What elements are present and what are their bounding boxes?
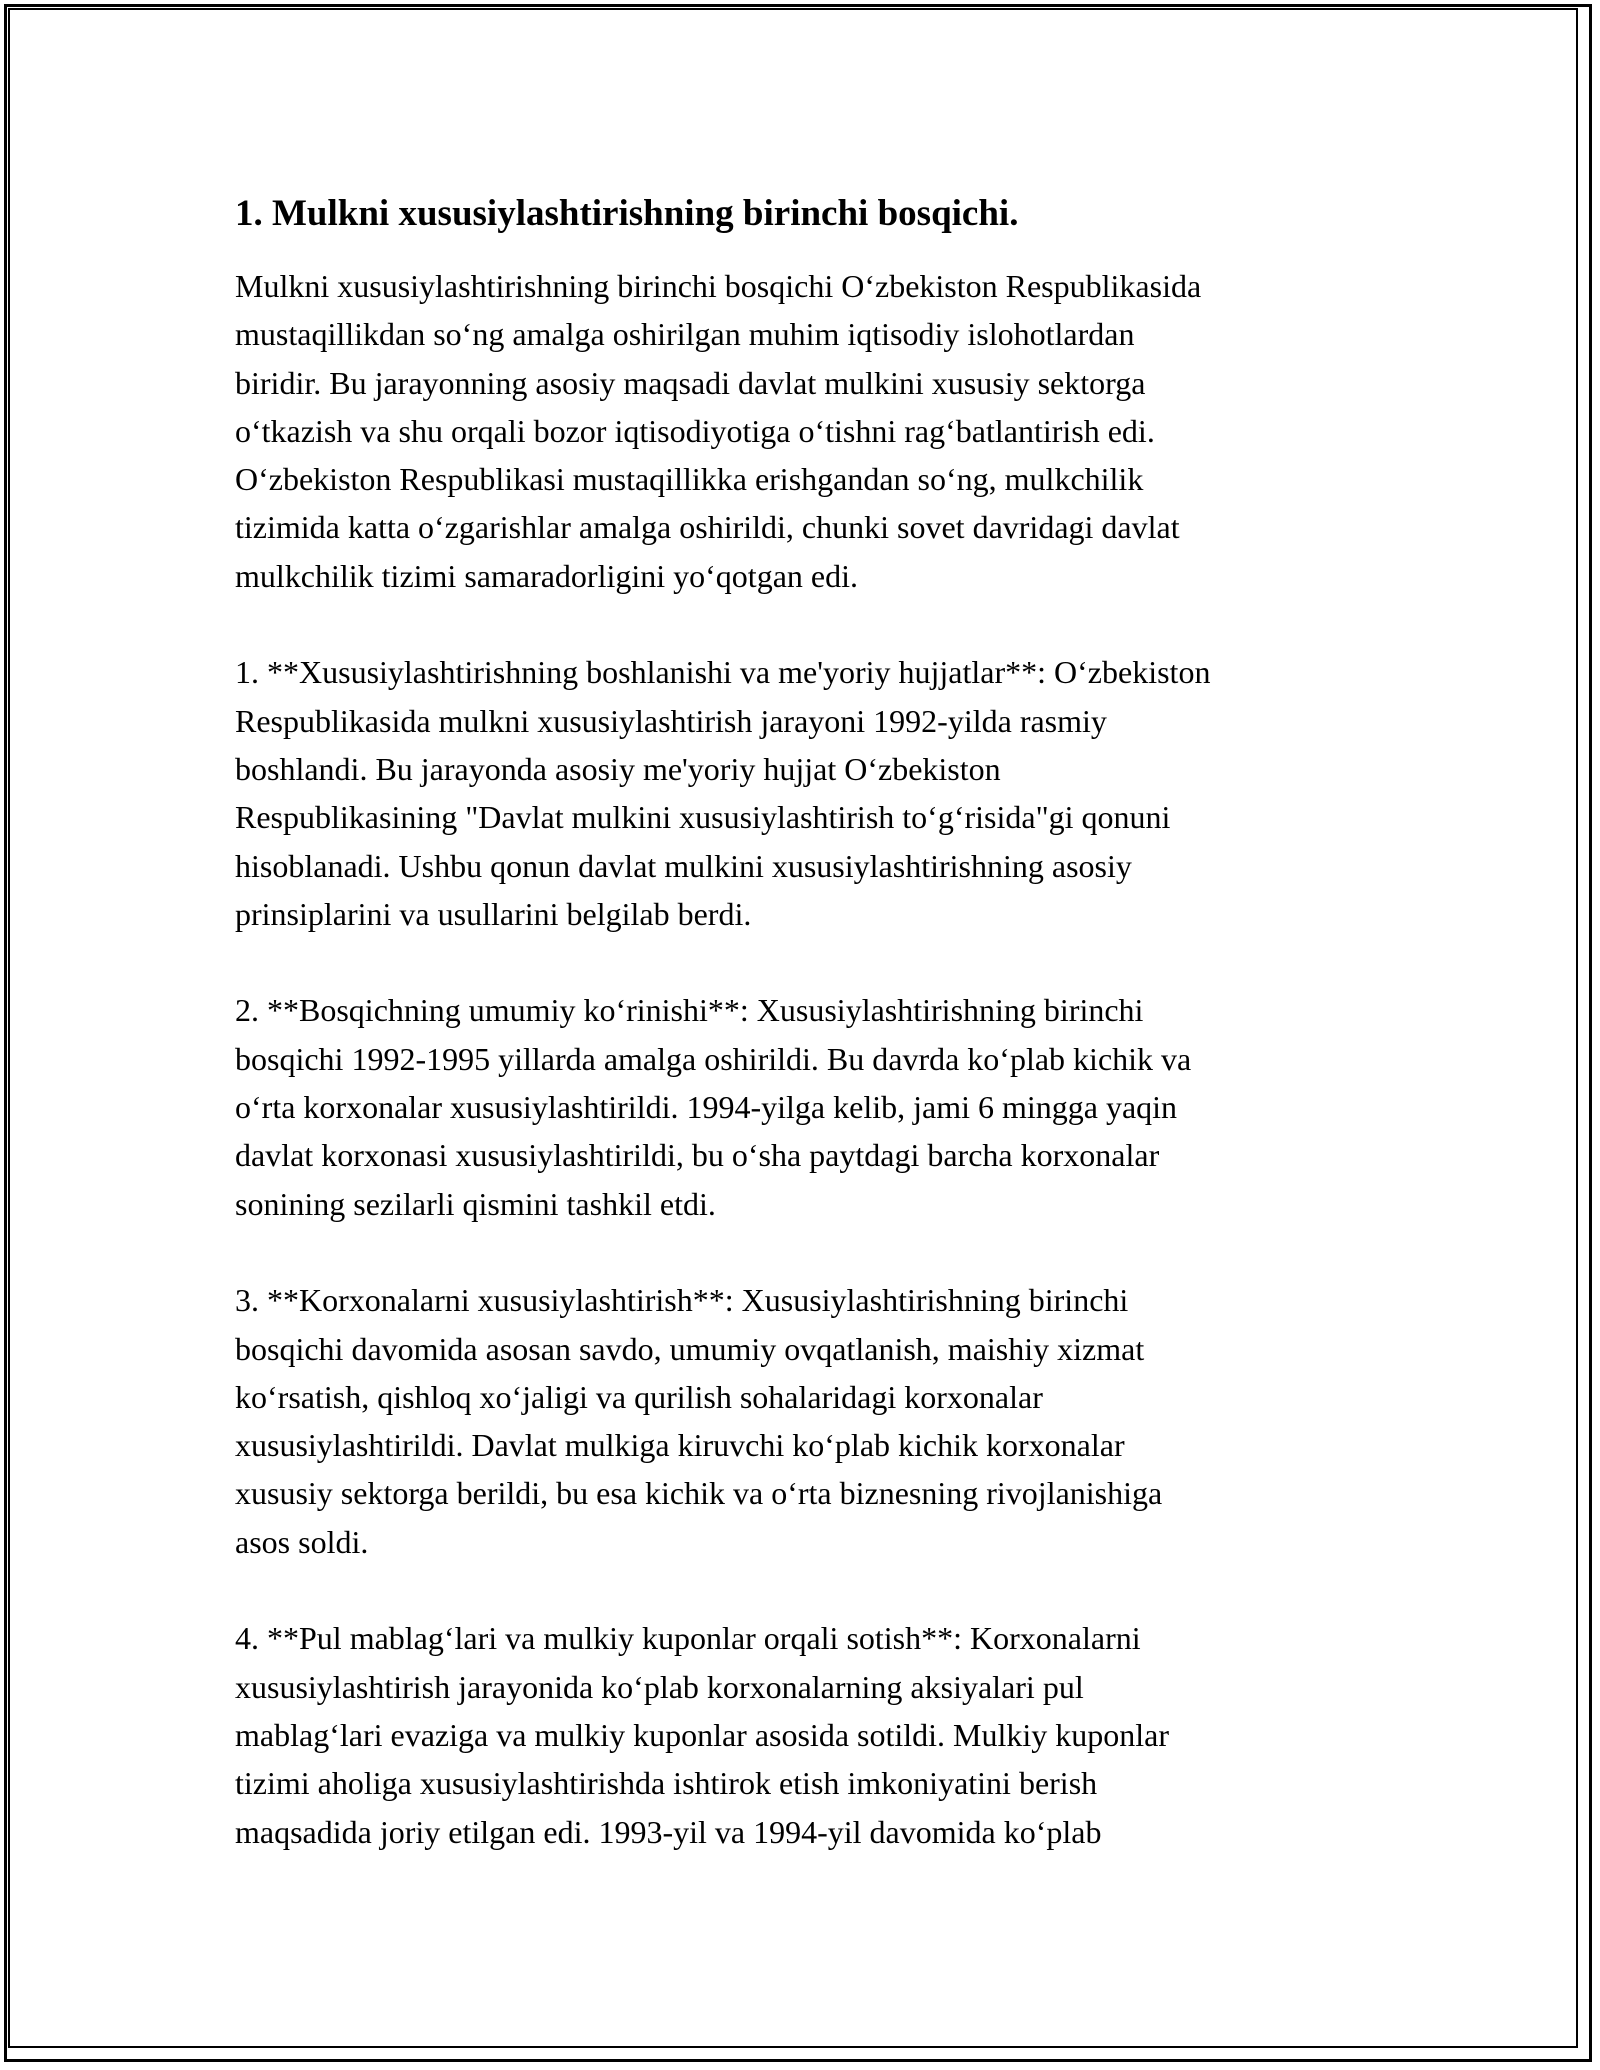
- paragraph-intro: [235, 262, 1375, 600]
- text-line: mustaqillikdan so‘ng amalga oshirilgan muhim iqtisodiy islohotlardan: [235, 316, 1135, 353]
- text-line: bosqichi 1992-1995 yillarda amalga oshirildi. Bu davrda ko‘plab kichik va: [235, 1040, 1192, 1077]
- text-line: xususiylashtirish jarayonida ko‘plab korxonalarning aksiyalari pul: [235, 1668, 1084, 1705]
- text-line: 2. **Bosqichning umumiy ko‘rinishi**: Xususiylashtirishning birinchi: [235, 992, 1144, 1029]
- text-line: biridir. Bu jarayonning asosiy maqsadi davlat mulkini xususiy sektorga: [235, 364, 1146, 401]
- text-line: prinsiplarini va usullarini belgilab berdi.: [235, 895, 752, 932]
- text-line: xususiy sektorga berildi, bu esa kichik va o‘rta biznesning rivojlanishiga: [235, 1475, 1163, 1512]
- text-line: Respublikasida mulkni xususiylashtirish jarayoni 1992-yilda rasmiy: [235, 702, 1107, 739]
- paragraph-item-1: [235, 648, 1375, 938]
- text-line: davlat korxonasi xususiylashtirildi, bu o‘sha paytdagi barcha korxonalar: [235, 1137, 1160, 1174]
- text-line: 4. **Pul mablag‘lari va mulkiy kuponlar orqali sotish**: Korxonalarni: [235, 1620, 1141, 1657]
- text-line: bosqichi davomida asosan savdo, umumiy ovqatlanish, maishiy xizmat: [235, 1330, 1145, 1367]
- text-line: ko‘rsatish, qishloq xo‘jaligi va qurilish sohalaridagi korxonalar: [235, 1378, 1043, 1415]
- text-line: sonining sezilarli qismini tashkil etdi.: [235, 1185, 716, 1222]
- text-line: asos soldi.: [235, 1523, 369, 1560]
- text-line: tizimi aholiga xususiylashtirishda ishtirok etish imkoniyatini berish: [235, 1765, 1098, 1802]
- text-line: hisoblanadi. Ushbu qonun davlat mulkini xususiylashtirishning asosiy: [235, 847, 1132, 884]
- text-line: 3. **Korxonalarni xususiylashtirish**: Xususiylashtirishning birinchi: [235, 1282, 1129, 1319]
- text-line: 1. **Xususiylashtirishning boshlanishi va me'yoriy hujjatlar**: O‘zbekiston: [235, 654, 1211, 691]
- document-page: [235, 190, 1375, 1904]
- text-line: Respublikasining "Davlat mulkini xususiylashtirish to‘g‘risida"gi qonuni: [235, 799, 1171, 836]
- text-line: mulkchilik tizimi samaradorligini yo‘qotgan edi.: [235, 557, 858, 594]
- document-title: 1. Mulkni xususiylashtirishning birinchi bosqichi.: [235, 193, 1019, 234]
- text-line: xususiylashtirildi. Davlat mulkiga kiruvchi ko‘plab kichik korxonalar: [235, 1427, 1125, 1464]
- text-line: o‘tkazish va shu orqali bozor iqtisodiyotiga o‘tishni rag‘batlantirish edi.: [235, 412, 1155, 449]
- text-line: boshlandi. Bu jarayonda asosiy me'yoriy hujjat O‘zbekiston: [235, 750, 1001, 787]
- text-line: Mulkni xususiylashtirishning birinchi bosqichi O‘zbekiston Respublikasida: [235, 268, 1202, 304]
- paragraph-item-3: [235, 1276, 1375, 1566]
- text-line: O‘zbekiston Respublikasi mustaqillikka erishgandan so‘ng, mulkchilik: [235, 461, 1144, 498]
- text-line: tizimida katta o‘zgarishlar amalga oshirildi, chunki sovet davridagi davlat: [235, 509, 1180, 546]
- paragraph-item-4: [235, 1614, 1375, 1855]
- text-line: o‘rta korxonalar xususiylashtirildi. 1994-yilga kelib, jami 6 mingga yaqin: [235, 1089, 1178, 1126]
- text-line: mablag‘lari evaziga va mulkiy kuponlar asosida sotildi. Mulkiy kuponlar: [235, 1716, 1170, 1753]
- paragraph-item-2: [235, 986, 1375, 1227]
- text-line: maqsadida joriy etilgan edi. 1993-yil va 1994-yil davomida ko‘plab: [235, 1813, 1102, 1850]
